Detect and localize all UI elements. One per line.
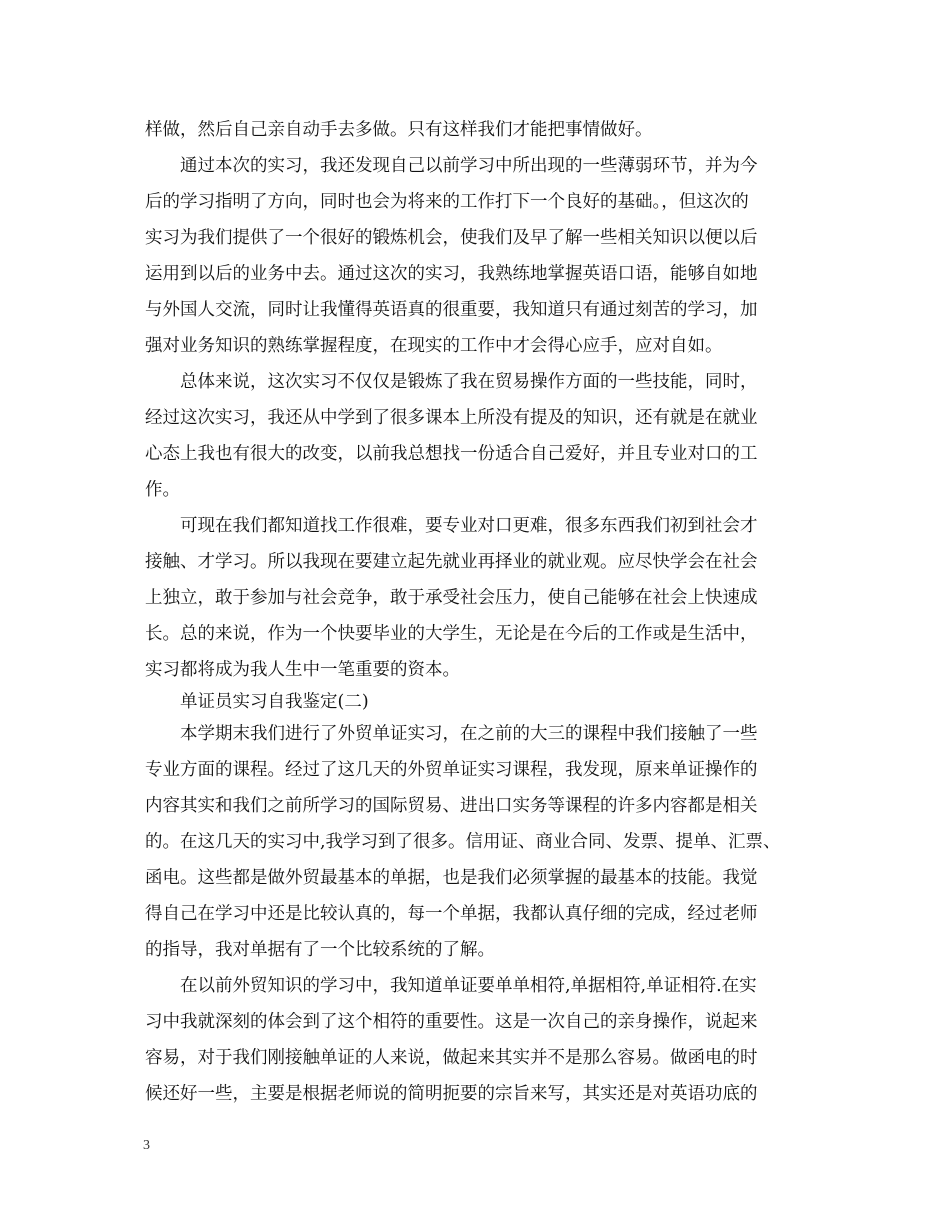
text-line: 本学期末我们进行了外贸单证实习，在之前的大三的课程中我们接触了一些: [180, 724, 758, 744]
text-line: 接触、才学习。所以我现在要建立起先就业再择业的就业观。应尽快学会在社会: [145, 552, 758, 572]
text-line: 的。在这几天的实习中,我学习到了很多。信用证、商业合同、发票、提单、汇票、: [145, 832, 781, 852]
text-line: 候还好一些，主要是根据老师说的简明扼要的宗旨来写，其实还是对英语功底的: [145, 1084, 758, 1104]
text-line: 长。总的来说，作为一个快要毕业的大学生，无论是在今后的工作或是生活中，: [145, 624, 758, 644]
text-line: 可现在我们都知道找工作很难，要专业对口更难，很多东西我们初到社会才: [180, 516, 758, 536]
text-line: 心态上我也有很大的改变，以前我总想找一份适合自己爱好，并且专业对口的工: [145, 444, 758, 464]
text-line: 容易，对于我们刚接触单证的人来说，做起来其实并不是那么容易。做函电的时: [145, 1048, 758, 1068]
text-line: 实习为我们提供了一个很好的锻炼机会，使我们及早了解一些相关知识以便以后: [145, 228, 758, 248]
text-line: 内容其实和我们之前所学习的国际贸易、进出口实务等课程的许多内容都是相关: [145, 796, 758, 816]
text-line: 上独立，敢于参加与社会竞争，敢于承受社会压力，使自己能够在社会上快速成: [145, 588, 758, 608]
text-line: 样做，然后自己亲自动手去多做。只有这样我们才能把事情做好。: [145, 120, 653, 140]
text-line: 经过这次实习，我还从中学到了很多课本上所没有提及的知识，还有就是在就业: [145, 408, 758, 428]
text-line: 与外国人交流，同时让我懂得英语真的很重要，我知道只有通过刻苦的学习，加: [145, 300, 758, 320]
text-line: 通过本次的实习，我还发现自己以前学习中所出现的一些薄弱环节，并为今: [180, 156, 758, 176]
text-line: 得自己在学习中还是比较认真的，每一个单据，我都认真仔细的完成，经过老师: [145, 904, 758, 924]
text-line: 函电。这些都是做外贸最基本的单据，也是我们必须掌握的最基本的技能。我觉: [145, 868, 758, 888]
text-line: 强对业务知识的熟练掌握程度，在现实的工作中才会得心应手，应对自如。: [145, 336, 723, 356]
text-line: 在以前外贸知识的学习中，我知道单证要单单相符,单据相符,单证相符.在实: [180, 976, 757, 996]
text-line: 习中我就深刻的体会到了这个相符的重要性。这是一次自己的亲身操作，说起来: [145, 1012, 758, 1032]
page-number: 3: [143, 1138, 150, 1153]
text-line: 实习都将成为我人生中一笔重要的资本。: [145, 660, 460, 680]
text-line: 后的学习指明了方向，同时也会为将来的工作打下一个良好的基础。，但这次的: [145, 192, 749, 212]
text-line: 的指导，我对单据有了一个比较系统的了解。: [145, 940, 495, 960]
section-heading: 单证员实习自我鉴定(二): [180, 692, 369, 712]
text-line: 总体来说，这次实习不仅仅是锻炼了我在贸易操作方面的一些技能，同时，: [180, 372, 758, 392]
text-line: 专业方面的课程。经过了这几天的外贸单证实习课程，我发现，原来单证操作的: [145, 760, 758, 780]
text-line: 运用到以后的业务中去。通过这次的实习，我熟练地掌握英语口语，能够自如地: [145, 264, 758, 284]
text-line: 作。: [145, 480, 180, 500]
